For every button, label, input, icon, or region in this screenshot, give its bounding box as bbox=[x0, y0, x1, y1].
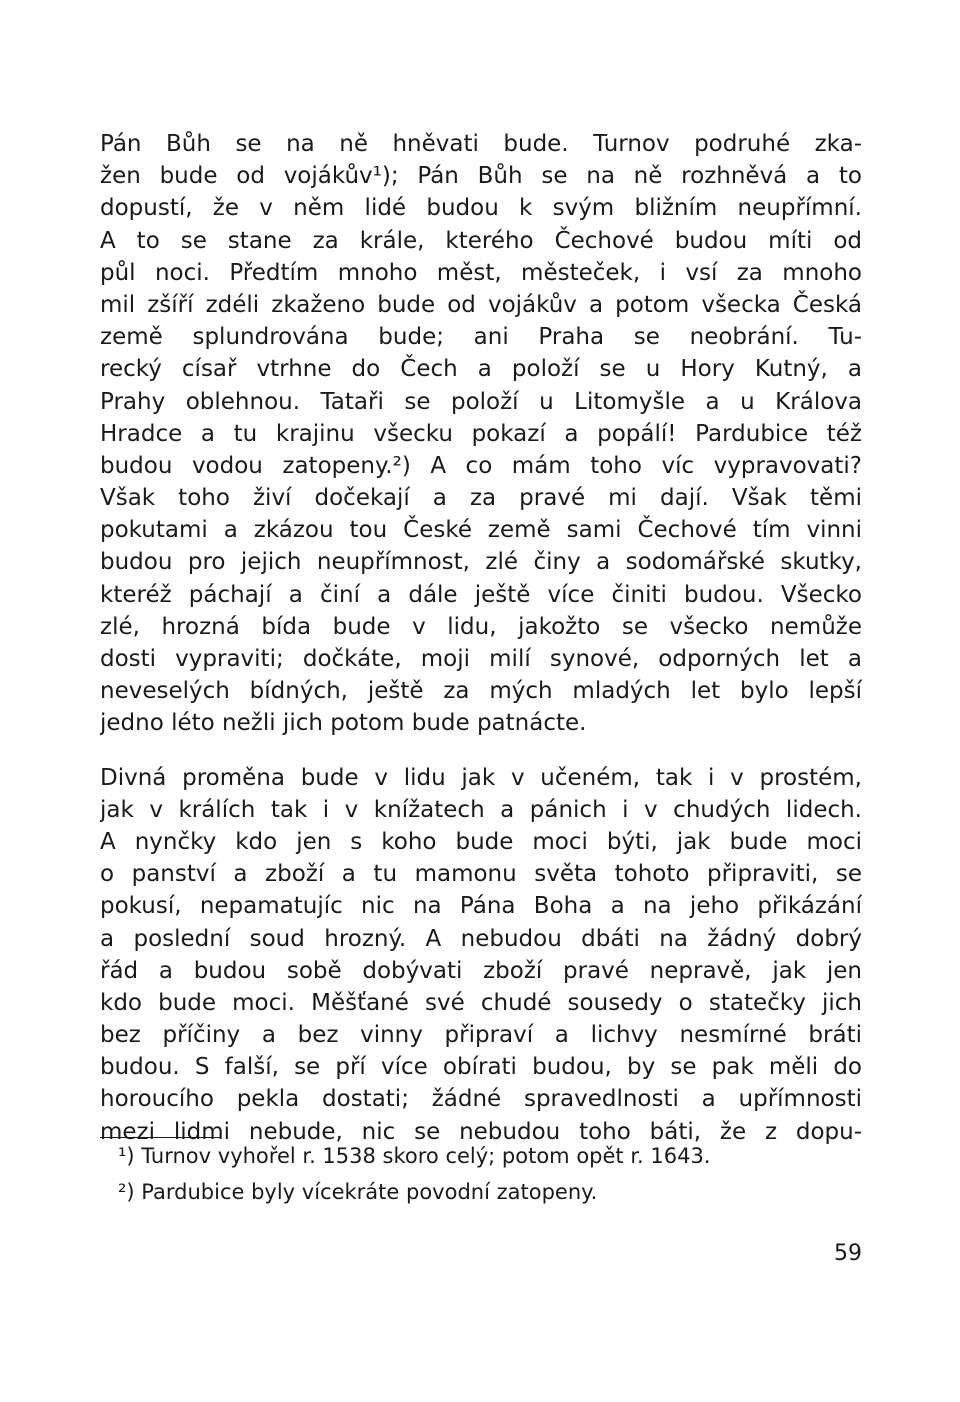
text-line: mil zšíří zdéli zkaženo bude od vojákův a potom všecka Česká bbox=[100, 291, 862, 318]
text-line: Však toho živí dočekají a za pravé mi dají. Však těmi bbox=[100, 485, 862, 512]
text-line: A to se stane za krále, kterého Čechové budou míti od bbox=[100, 227, 862, 254]
text-line: A nynčky kdo jen s koho bude moci býti, jak bude moci bbox=[100, 828, 862, 855]
text-line: jedno léto nežli jich potom bude patnácte. bbox=[100, 710, 587, 737]
footnote-1: ¹) Turnov vyhořel r. 1538 skoro celý; potom opět r. 1643. bbox=[118, 1144, 711, 1168]
text-line: budou pro jejich neupřímnost, zlé činy a sodomářské skutky, bbox=[100, 549, 862, 576]
text-line: zlé, hrozná bída bude v lidu, jakožto se všecko nemůže bbox=[100, 613, 862, 640]
page-number: 59 bbox=[834, 1241, 862, 1266]
text-line: půl noci. Předtím mnoho měst, městeček, i vsí za mnoho bbox=[100, 259, 862, 286]
text-line: Prahy oblehnou. Tataři se položí u Litomyšle a u Králova bbox=[100, 388, 862, 415]
text-line: jak v králích tak i v knížatech a pánich i v chudých lidech. bbox=[100, 796, 862, 823]
footnote-2: ²) Pardubice byly vícekráte povodní zatopeny. bbox=[118, 1180, 598, 1204]
text-line: Pán Bůh se na ně hněvati bude. Turnov podruhé zka- bbox=[100, 131, 862, 157]
text-line: pokutami a zkázou tou České země sami Čechové tím vinni bbox=[100, 517, 862, 544]
text-line: Hradce a tu krajinu všecku pokazí a popálí! Pardubice též bbox=[100, 420, 862, 447]
text-line: dosti vypraviti; dočkáte, moji milí synové, odporných let a bbox=[100, 646, 862, 672]
text-line: řád a budou sobě dobývati zboží pravé nepravě, jak jen bbox=[100, 957, 862, 984]
text-line: a poslední soud hrozný. A nebudou dbáti na žádný dobrý bbox=[100, 925, 862, 952]
text-line: bez příčiny a bez vinny připraví a lichvy nesmírné bráti bbox=[100, 1022, 862, 1049]
text-line: budou vodou zatopeny.²) A co mám toho víc vypravovati? bbox=[100, 452, 862, 479]
paragraph-2 bbox=[100, 762, 862, 1148]
text-line: kteréž páchají a činí a dále ještě více činiti budou. Všecko bbox=[100, 581, 862, 608]
text-line: neveselých bídných, ještě za mých mladých let bylo lepší bbox=[100, 678, 862, 705]
text-line: budou. S falší, se pří více obírati budou, by se pak měli do bbox=[100, 1054, 862, 1081]
text-line: horoucího pekla dostati; žádné spravedlnosti a upřímnosti bbox=[100, 1086, 862, 1113]
main-text bbox=[100, 128, 862, 1148]
text-line: kdo bude moci. Měšťané své chudé sousedy o statečky jich bbox=[100, 989, 862, 1016]
text-line: žen bude od vojákův¹); Pán Bůh se na ně rozhněvá a to bbox=[100, 163, 862, 190]
paragraph-1 bbox=[100, 128, 862, 740]
text-line: pokusí, nepamatujíc nic na Pána Boha a na jeho přikázání bbox=[100, 893, 862, 920]
footnotes bbox=[100, 1138, 862, 1210]
text-line: mezi lidmi nebude, nic se nebudou toho báti, že z dopu- bbox=[100, 1118, 862, 1145]
text-line: Divná proměna bude v lidu jak v učeném, tak i v prostém, bbox=[100, 764, 862, 791]
text-line: o panství a zboží a tu mamonu světa tohoto připraviti, se bbox=[100, 861, 862, 888]
text-line: země splundrována bude; ani Praha se neobrání. Tu- bbox=[100, 324, 862, 351]
text-line: recký císař vtrhne do Čech a položí se u Hory Kutný, a bbox=[100, 356, 862, 383]
text-line: dopustí, že v něm lidé budou k svým bližním neupřímní. bbox=[100, 195, 862, 222]
